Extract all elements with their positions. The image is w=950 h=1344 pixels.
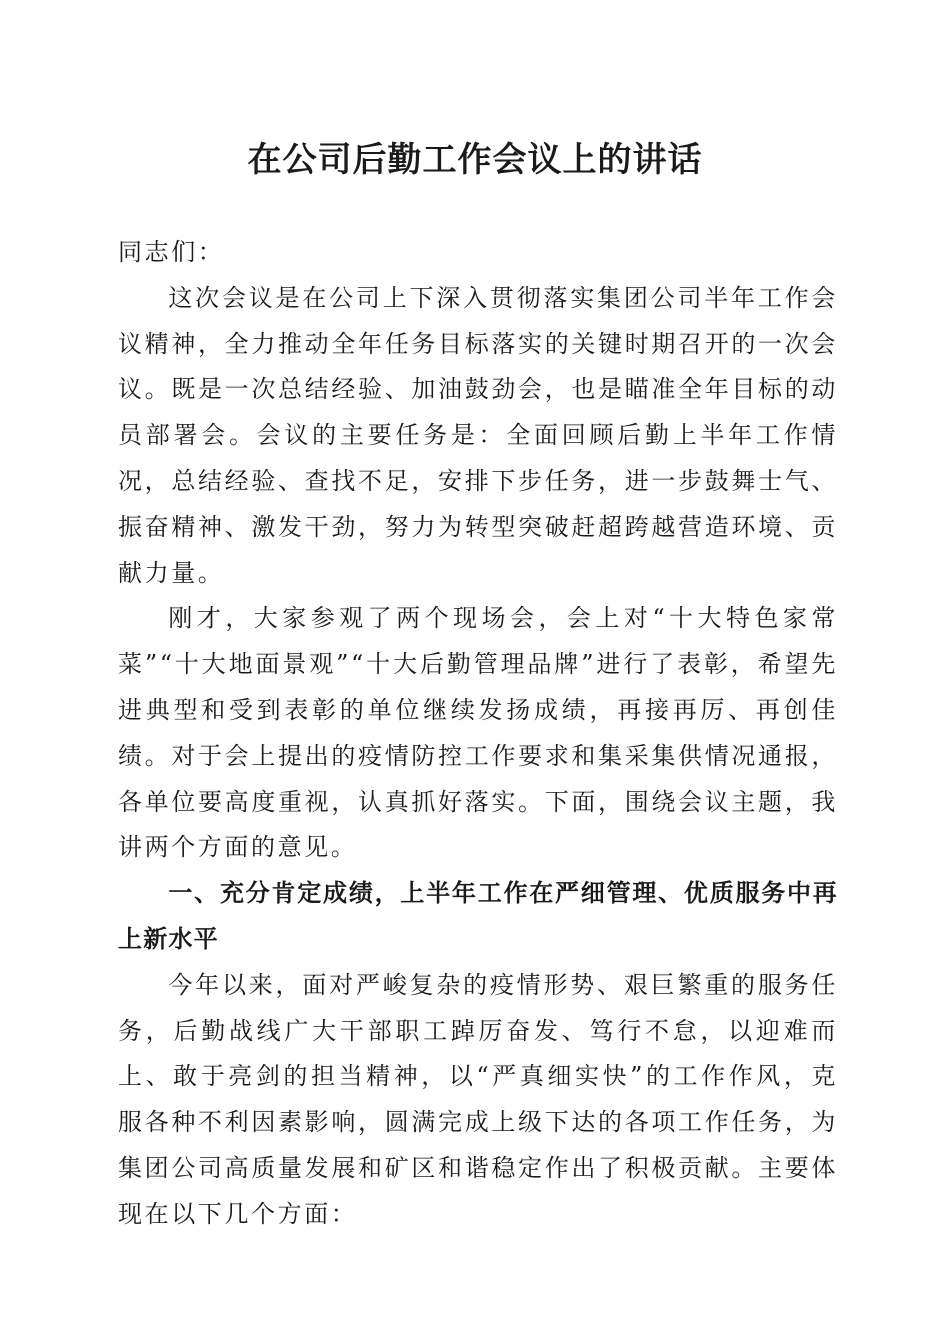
paragraph-opening: 这次会议是在公司上下深入贯彻落实集团公司半年工作会议精神，全力推动全年任务目标落实的关键时期召开的一次会议。既是一次总结经验、加油鼓劲会，也是瞄准全年目标的动员部署会。会议的主要任务是：全面回顾后勤上半年工作情况，总结经验、查找不足，安排下步任务，进一步鼓舞士气、振奋精神、激发干劲，努力为转型突破赶超跨越营造环境、贡献力量。 xyxy=(118,283,838,587)
paragraph-awards: 刚才，大家参观了两个现场会，会上对“十大特色家常菜”“十大地面景观”“十大后勤管理品牌”进行了表彰，希望先进典型和受到表彰的单位继续发扬成绩，再接再厉、再创佳绩。对于会上提出的疫情防控工作要求和集采集供情况通报，各单位要高度重视，认真抓好落实。下面，围绕会议主题，我讲两个方面的意见。 xyxy=(118,604,838,862)
paragraph-achievements: 今年以来，面对严峻复杂的疫情形势、艰巨繁重的服务任务，后勤战线广大干部职工踔厉奋发、笃行不怠，以迎难而上、敢于亮剑的担当精神，以“严真细实快”的工作作风，克服各种不利因素影响，圆满完成上级下达的各项工作任务，为集团公司高质量发展和矿区和谐稳定作出了积极贡献。主要体现在以下几个方面： xyxy=(118,970,838,1228)
document-body xyxy=(118,230,838,1238)
salutation: 同志们： xyxy=(118,238,225,266)
document-title: 在公司后勤工作会议上的讲话 xyxy=(247,140,703,180)
section-heading: 一、充分肯定成绩，上半年工作在严细管理、优质服务中再上新水平 xyxy=(118,879,838,953)
